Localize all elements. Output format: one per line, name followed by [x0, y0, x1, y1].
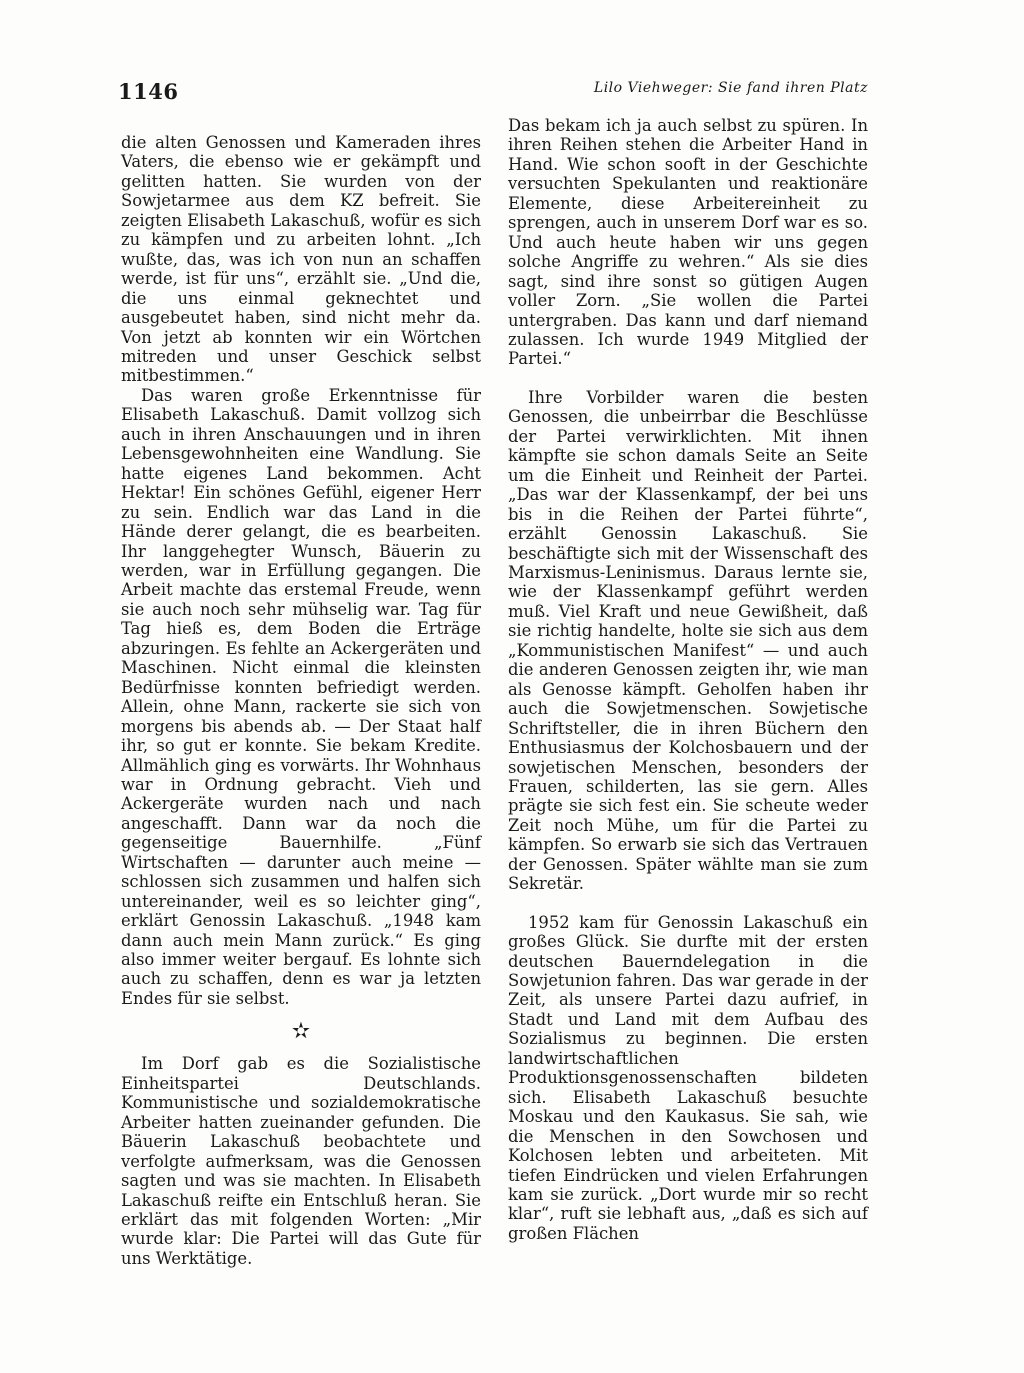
left-column [121, 133, 481, 1268]
paragraph: Das bekam ich ja auch selbst zu spüren. In ihren Reihen stehen die Arbeiter Hand in Hand. Wie schon sooft in der Geschichte versuchten Spekulanten und reaktionäre Elemente, diese Arbeitereinheit zu sprengen, auch in unserem Dorf war es so. Und auch heute haben wir uns gegen solche Angriffe zu wehren.“ Als sie dies sagt, sind ihre sonst so gütigen Augen voller Zorn. „Sie wollen die Partei untergraben. Das kann und darf niemand zulassen. Ich wurde 1949 Mitglied der Partei.“ [508, 116, 868, 369]
paragraph: die alten Genossen und Kameraden ihres Vaters, die ebenso wie er gekämpft und gelitten hatten. Sie wurden von der Sowjetarmee aus dem KZ befreit. Sie zeigten Elisabeth Lakaschuß, wofür es sich zu kämpfen und zu arbeiten lohnt. „Ich wußte, das, was ich von nun an schaffen werde, ist für uns“, erzählt sie. „Und die, die uns einmal geknechtet und ausgebeutet haben, sind nicht mehr da. Von jetzt ab konnten wir ein Wörtchen mitreden und unser Geschick selbst mitbestimmen.“ [121, 133, 482, 386]
paragraph: Im Dorf gab es die Sozialistische Einheitspartei Deutschlands. Kommunistische und sozialdemokratische Arbeiter hatten zueinander gefunden. Die Bäuerin Lakaschuß beobachtete und verfolgte aufmerksam, was die Genossen sagten und was sie machten. In Elisabeth Lakaschuß reifte ein Entschluß heran. Sie erklärt das mit folgenden Worten: „Mir wurde klar: Die Partei will das Gute für uns Werktätige. [121, 1054, 481, 1268]
section-separator-star-icon: ✫ [291, 1019, 311, 1045]
paragraph: Ihre Vorbilder waren die besten Genossen, die unbeirrbar die Beschlüsse der Partei verwirklichten. Mit ihnen kämpfte sie schon damals Seite an Seite um die Einheit und Reinheit der Partei. „Das war der Klassenkampf, der bei uns bis in die Reihen der Partei führte“, erzählt Genossin Lakaschuß. Sie beschäftigte sich mit der Wissenschaft des Marxismus-Leninismus. Daraus lernte sie, wie der Klassenkampf geführt werden muß. Viel Kraft und neue Gewißheit, daß sie richtig handelte, holte sie sich aus dem „Kommunistischen Manifest“ — und auch die anderen Genossen zeigten ihr, wie man als Genosse kämpft. Geholfen haben ihr auch die Sowjetmenschen. Sowjetische Schriftsteller, die in ihren Büchern den Enthusiasmus der Kolchosbauern und der sowjetischen Menschen, besonders der Frauen, schilderten, las sie gern. Alles prägte sie sich fest ein. Sie scheute weder Zeit noch Mühe, um für die Partei zu kämpfen. So erwarb sie sich das Vertrauen der Genossen. Später wählte man sie zum Sekretär. [508, 387, 868, 894]
paragraph: Das waren große Erkenntnisse für Elisabeth Lakaschuß. Damit vollzog sich auch in ihren Anschauungen und in ihren Lebensgewohnheiten eine Wandlung. Sie hatte eigenes Land bekommen. Acht Hektar! Ein schönes Gefühl, eigener Herr zu sein. Endlich war das Land in die Hände derer gelangt, die es bearbeiten. Ihr langgehegter Wunsch, Bäuerin zu werden, war in Erfüllung gegangen. Die Arbeit machte das erstemal Freude, wenn sie auch noch sehr mühselig war. Tag für Tag hieß es, dem Boden die Erträge abzuringen. Es fehlte an Ackergeräten und Maschinen. Nicht einmal die kleinsten Bedürfnisse konnten befriedigt werden. Allein, ohne Mann, rackerte sie sich von morgens bis abends ab. — Der Staat half ihr, so gut er konnte. Sie bekam Kredite. Allmählich ging es vorwärts. Ihr Wohnhaus war in Ordnung gebracht. Vieh und Ackergeräte wurden nach und nach angeschafft. Dann war da noch die gegenseitige Bauernhilfe. „Fünf Wirtschaften — darunter auch meine — schlossen sich zusammen und halfen sich untereinander, weil es so leichter ging“, erklärt Genossin Lakaschuß. „1948 kam dann auch mein Mann zurück.“ Es ging also immer weiter bergauf. Es lohnte sich auch zu schaffen, denn es war ja letzten Endes für sie selbst. [121, 385, 481, 1008]
right-column [508, 116, 868, 1243]
running-head: Lilo Viehweger: Sie fand ihren Platz [593, 80, 868, 96]
paragraph: 1952 kam für Genossin Lakaschuß ein großes Glück. Sie durfte mit der ersten deutschen Bauerndelegation in die Sowjetunion fahren. Das war gerade in der Zeit, als unsere Partei dazu aufrief, in Stadt und Land mit dem Aufbau des Sozialismus zu beginnen. Die ersten landwirtschaftlichen Produktionsgenossenschaften bildeten sich. Elisabeth Lakaschuß besuchte Moskau und den Kaukasus. Sie sah, wie die Menschen in den Sowchosen und Kolchosen lebten und arbeiteten. Mit tiefen Eindrücken und vielen Erfahrungen kam sie zurück. „Dort wurde mir so recht klar“, ruft sie lebhaft aus, „daß es sich auf großen Flächen [508, 912, 868, 1243]
page-number: 1146 [118, 79, 179, 104]
